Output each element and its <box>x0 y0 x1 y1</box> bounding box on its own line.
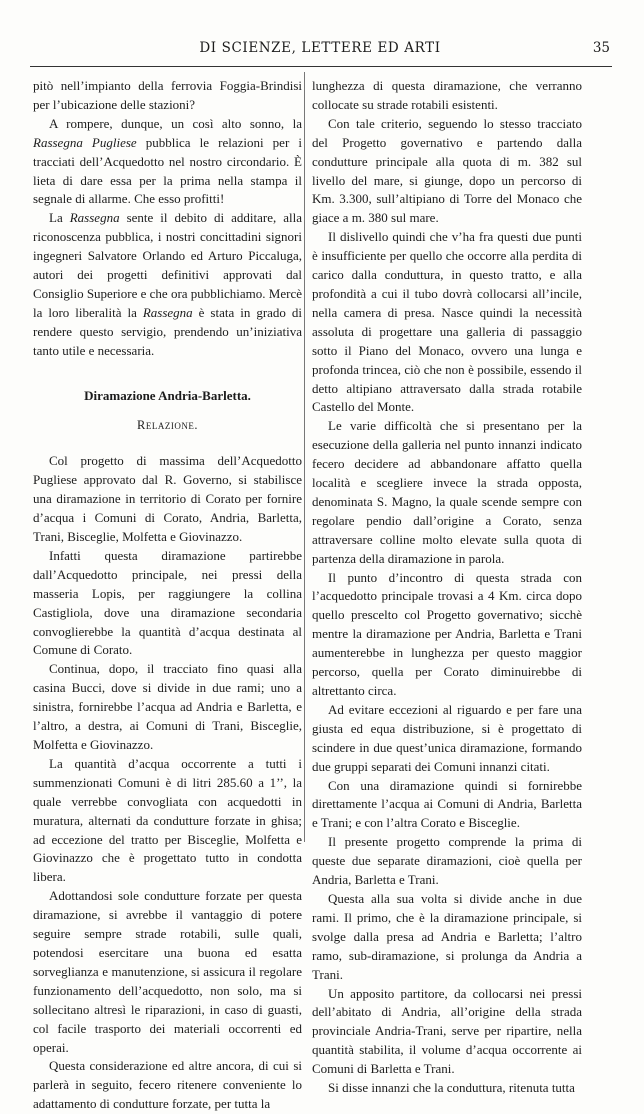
paragraph: Continua, dopo, il tracciato fino quasi alla casina Bucci, dove si divide in due rami; uno a sinistra, fornirebbe l’acqua ad Andria e Barletta, e l’altro, a destra, ai Comuni di Trani, Bisceglie, Molfetta e Giovinazzo. <box>33 661 302 752</box>
paragraph: Si disse innanzi che la conduttura, ritenuta tutta <box>328 1080 575 1096</box>
paragraph: Ad evitare eccezioni al riguardo e per fare una giusta ed equa distribuzione, si è progettato di scindere in due quest’unica diramazione, formando due gruppi separati dei Comuni innanzi citati. <box>312 701 582 774</box>
paragraph: La quantità d’acqua occorrente a tutti i summenzionati Comuni è di litri 285.60 a 1’’, la quale verrebbe convogliata con acquedotti in muratura, alternati da condutture forzate in ghisa; ad eccezione del tratto per Bisceglie, Molfetta e Giovinazzo che è progettato tutto in condotta libera. <box>33 755 302 885</box>
paragraph: lunghezza di questa diramazione, che verranno collocate su strade rotabili esistenti. <box>312 78 582 112</box>
paragraph: Un apposito partitore, da collocarsi nei pressi dell’abitato di Andria, all’origine della strada provinciale Andria-Trani, serve per ripartire, nella quantità stabilita, il volume d’acqua occorrente ai Comuni di Barletta e Trani. <box>312 985 582 1077</box>
column-divider <box>304 72 305 842</box>
paragraph: pitò nell’impianto della ferrovia Foggia-Brindisi per l’ubicazione delle stazioni? <box>33 78 302 112</box>
paragraph: Con tale criterio, seguendo lo stesso tracciato del Progetto governativo e partendo dalla condutture principale alla quota di m. 382 sul livello del mare, si giunge, dopo un percorso di Km. 3.300, sull’altipiano di Torre del Monaco che giace a m. 380 sul mare. <box>312 115 582 226</box>
running-title: DI SCIENZE, LETTERE ED ARTI <box>199 40 441 56</box>
page-number: 35 <box>592 40 610 56</box>
paragraph: Col progetto di massima dell’Acquedotto Pugliese approvato dal R. Governo, si stabilisce una diramazione in territorio di Corato per fornire d’acqua i Comuni di Corato, Andria, Barletta, Trani, Bisceglie, Molfetta e Giovinazzo. <box>33 453 302 545</box>
paragraph: Infatti questa diramazione partirebbe dall’Acquedotto principale, nei pressi della masseria Lopis, per raggiungere la collina Castigliola, dove una diramazione secondaria convoglierebbe la quantità d’acqua destinata al Comune di Corato. <box>33 547 302 658</box>
paragraph: Le varie difficoltà che si presentano per la esecuzione della galleria nel punto innanzi indicato fecero decidere ad abbandonare affatto quella località e scegliere invece la strada opposta, denominata S. Magno, la quale scende sempre con regolare pendio dall’origine a Corato, senza attraversare colline molto elevate sulla quota di partenza della diramazione in parola. <box>312 418 582 566</box>
paragraph: Adottandosi sole condutture forzate per questa diramazione, si avrebbe il vantaggio di potere seguire sempre strade rotabili, sulle quali, potendosi esercitare una buona ed esatta sorveglianza e manutenzione, si assicura il regolare funzionamento dell’acquedotto, non solo, ma si sollecitano altresì le riparazioni, in caso di guasti, col facile trasporto dei materiali occorrenti ed operai. <box>33 888 302 1055</box>
paragraph: Il presente progetto comprende la prima di queste due separate diramazioni, cioè quella per Andria, Barletta e Trani. <box>312 834 582 888</box>
paragraph: Con una diramazione quindi si fornirebbe direttamente l’acqua ai Comuni di Andria, Barletta e Trani; e con l’altra Corato e Bisceglie. <box>312 777 582 831</box>
left-column <box>33 77 302 1114</box>
paragraph: La Rassegna sente il debito di additare, alla riconoscenza pubblica, i nostri concittadini signori ingegneri Salvatore Orlando ed Arturo Piccaluga, autori dei progetti definitivi approvati dal Consiglio Superiore e che ora pubblichiamo. Mercè la loro liberalità la Rassegna è stata in grado di rendere questo servigio, prendendo un’iniziativa tanto utile e necessaria. <box>33 210 303 358</box>
subsection-title: Relazione. <box>137 417 198 432</box>
page-header <box>30 40 610 64</box>
header-rule <box>30 66 612 67</box>
paragraph: Questa considerazione ed altre ancora, di cui si parlerà in seguito, fecero ritenere conveniente lo adattamento di condutture forzate, per tutta la <box>33 1058 302 1112</box>
paragraph: Questa alla sua volta si divide anche in due rami. Il primo, che è la diramazione principale, si svolge dalla presa ad Andria e Barletta; l’altro ramo, sub-diramazione, si prolunga da Andria a Trani. <box>312 890 582 982</box>
paragraph: Il dislivello quindi che v’ha fra questi due punti è insufficiente per quello che occorre alla perdita di carico dalla conduttura, in questo tratto, e alla profondità a cui il tubo dovrà collocarsi all’incile, nella camera di presa. Nasce quindi la necessità assoluta di progettare una galleria di passaggio sotto il Piano del Monaco, ovvero una lunga e profonda trincea, ciò che non è possibile, essendo il detto altipiano attraversato dalla strada rotabile Castello del Monte. <box>312 229 582 415</box>
section-title: Diramazione Andria-Barletta. <box>84 387 251 403</box>
paragraph: A rompere, dunque, un così alto sonno, la Rassegna Pugliese pubblica le relazioni per i tracciati dell’Acquedotto nel nostro circondario. È lieta di dare essa per la prima nella stampa il segnale di allarme. Che esso profitti! <box>33 115 302 207</box>
paragraph: Il punto d’incontro di questa strada con l’acquedotto principale trovasi a 4 Km. circa dopo quello prescelto col Progetto governativo; sicchè mentre la diramazione per Andria, Barletta e Trani aumenterebbe in lunghezza per questo maggior percorso, quella per Corato diminuirebbe di altrettanto circa. <box>312 569 582 698</box>
right-column <box>312 77 582 1098</box>
